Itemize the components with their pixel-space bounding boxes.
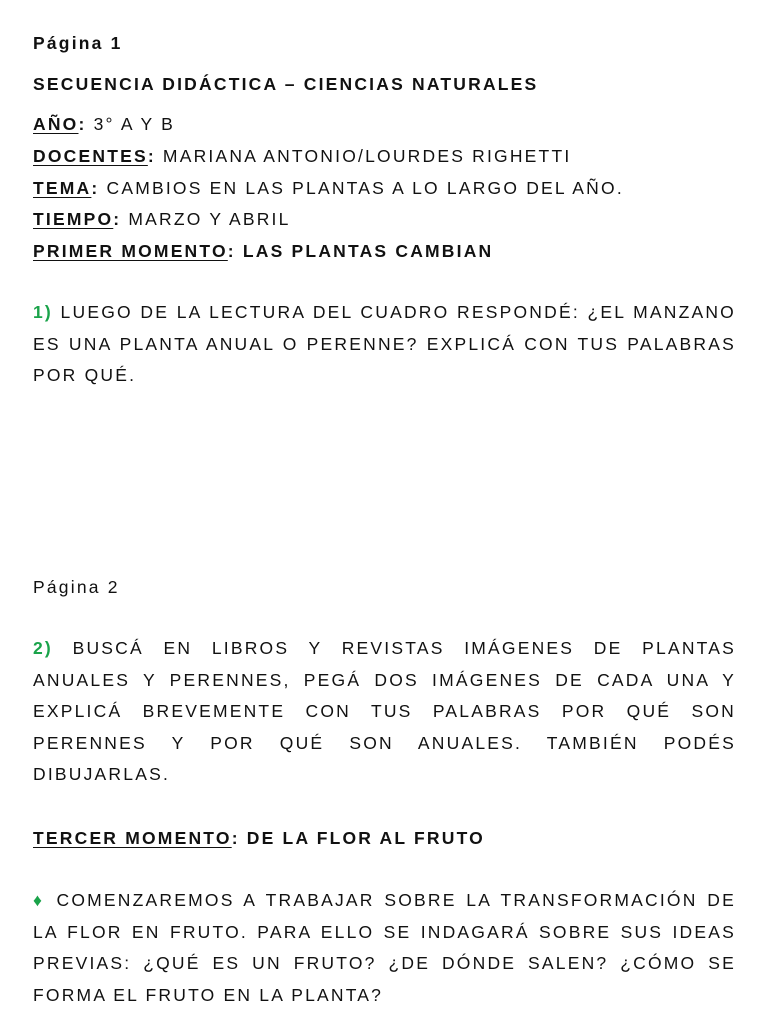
field-topic (33, 177, 624, 199)
question-number: 1) (33, 302, 53, 322)
field-value: MARZO Y ABRIL (121, 209, 291, 229)
section-value: LAS PLANTAS CAMBIAN (235, 241, 494, 261)
field-value: CAMBIOS EN LAS PLANTAS A LO LARGO DEL AÑO. (99, 178, 624, 198)
bullet-text: COMENZAREMOS A TRABAJAR SOBRE LA TRANSFORMACIÓN DE LA FLOR EN FRUTO. PARA ELLO SE INDAGARÁ SOBRE SUS IDEAS PREVIAS: ¿QUÉ ES UN FRUTO? ¿DE DÓNDE SALEN? ¿CÓMO SE FORMA EL FRUTO EN LA PLANTA? (33, 890, 736, 1005)
question-2 (33, 633, 736, 791)
section-separator: : (227, 241, 236, 261)
section-label: TERCER MOMENTO (33, 828, 232, 848)
field-label: AÑO (33, 114, 79, 134)
bullet-paragraph (33, 885, 736, 1011)
document-title: SECUENCIA DIDÁCTICA – CIENCIAS NATURALES (33, 74, 539, 94)
question-number: 2) (33, 638, 53, 658)
field-label: DOCENTES (33, 146, 148, 166)
field-label: TIEMPO (33, 209, 114, 229)
third-moment-heading (33, 827, 485, 849)
field-separator: : (147, 146, 156, 166)
question-text: LUEGO DE LA LECTURA DEL CUADRO RESPONDÉ: ¿EL MANZANO ES UNA PLANTA ANUAL O PERENNE? EXPLICÁ CON TUS PALABRAS POR QUÉ. (33, 302, 736, 386)
section-separator: : (231, 828, 240, 848)
section-value: DE LA FLOR AL FRUTO (239, 828, 485, 848)
field-separator: : (78, 114, 87, 134)
field-separator: : (113, 209, 122, 229)
page-label-1: Página 1 (33, 33, 123, 53)
first-moment-heading (33, 240, 493, 262)
section-label: PRIMER MOMENTO (33, 241, 228, 261)
field-value: MARIANA ANTONIO/LOURDES RIGHETTI (155, 146, 572, 166)
field-time (33, 208, 291, 230)
field-label: TEMA (33, 178, 92, 198)
field-value: 3° A Y B (86, 114, 175, 134)
page-label-2: Página 2 (33, 577, 120, 597)
field-separator: : (91, 178, 100, 198)
field-teachers (33, 145, 571, 167)
diamond-bullet-icon: ♦ (33, 890, 47, 910)
question-1 (33, 297, 736, 392)
field-year (33, 113, 175, 135)
question-text: BUSCÁ EN LIBROS Y REVISTAS IMÁGENES DE PLANTAS ANUALES Y PERENNES, PEGÁ DOS IMÁGENES DE CADA UNA Y EXPLICÁ BREVEMENTE CON TUS PALABRAS POR QUÉ SON PERENNES Y POR QUÉ SON ANUALES. TAMBIÉN PODÉS DIBUJARLAS. (33, 638, 736, 785)
